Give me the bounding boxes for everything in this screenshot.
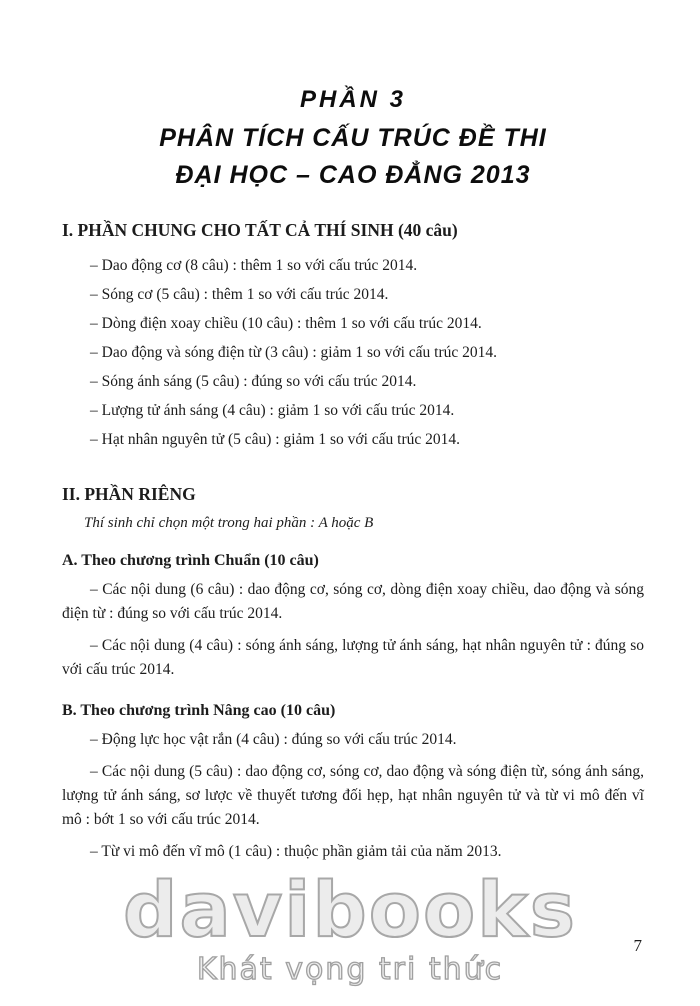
watermark-brand: davibooks bbox=[123, 865, 577, 954]
paragraph: – Từ vi mô đến vĩ mô (1 câu) : thuộc phần giảm tải của năm 2013. bbox=[90, 843, 502, 860]
section-II-note: Thí sinh chỉ chọn một trong hai phần : A hoặc B bbox=[84, 515, 374, 531]
publisher-watermark bbox=[0, 865, 700, 987]
subsection-A-heading: A. Theo chương trình Chuẩn (10 câu) bbox=[62, 552, 319, 569]
chapter-title bbox=[62, 86, 644, 190]
section-II-heading: II. PHẦN RIÊNG bbox=[62, 484, 196, 504]
subsection-B-heading: B. Theo chương trình Nâng cao (10 câu) bbox=[62, 702, 336, 719]
paragraph: – Các nội dung (4 câu) : sóng ánh sáng, lượng tử ánh sáng, hạt nhân nguyên tử : đúng so với cấu trúc 2014. bbox=[62, 637, 644, 678]
chapter-title-line2: PHÂN TÍCH CẤU TRÚC ĐỀ THI bbox=[159, 124, 547, 152]
list-item: – Sóng cơ (5 câu) : thêm 1 so với cấu trúc 2014. bbox=[90, 286, 389, 303]
watermark-slogan: Khát vọng tri thức bbox=[196, 952, 504, 987]
paragraph: – Các nội dung (6 câu) : dao động cơ, sóng cơ, dòng điện xoay chiều, dao động và sóng điện từ : đúng so với cấu trúc 2014. bbox=[62, 581, 644, 622]
list-item: – Sóng ánh sáng (5 câu) : đúng so với cấu trúc 2014. bbox=[90, 373, 417, 390]
paragraph: – Động lực học vật rắn (4 câu) : đúng so với cấu trúc 2014. bbox=[90, 731, 457, 748]
paragraph: – Các nội dung (5 câu) : dao động cơ, sóng cơ, dao động và sóng điện từ, sóng ánh sáng, lượng tử ánh sáng, sơ lược về thuyết tương đối hẹp, hạt nhân nguyên tử và từ vi mô đến vĩ mô : bớt 1 so với cấu trúc 2014. bbox=[62, 763, 644, 828]
chapter-title-part: PHẦN 3 bbox=[299, 86, 407, 113]
list-item: – Dao động cơ (8 câu) : thêm 1 so với cấu trúc 2014. bbox=[90, 257, 418, 274]
list-item: – Dòng điện xoay chiều (10 câu) : thêm 1 so với cấu trúc 2014. bbox=[90, 315, 482, 332]
list-item: – Dao động và sóng điện từ (3 câu) : giảm 1 so với cấu trúc 2014. bbox=[90, 344, 498, 361]
chapter-title-line3: ĐẠI HỌC – CAO ĐẲNG 2013 bbox=[175, 161, 531, 189]
list-item: – Hạt nhân nguyên tử (5 câu) : giảm 1 so với cấu trúc 2014. bbox=[90, 431, 460, 448]
page-number: 7 bbox=[633, 936, 642, 955]
section-I-heading: I. PHẦN CHUNG CHO TẤT CẢ THÍ SINH (40 câu) bbox=[62, 220, 458, 240]
list-item: – Lượng tử ánh sáng (4 câu) : giảm 1 so với cấu trúc 2014. bbox=[90, 402, 455, 419]
